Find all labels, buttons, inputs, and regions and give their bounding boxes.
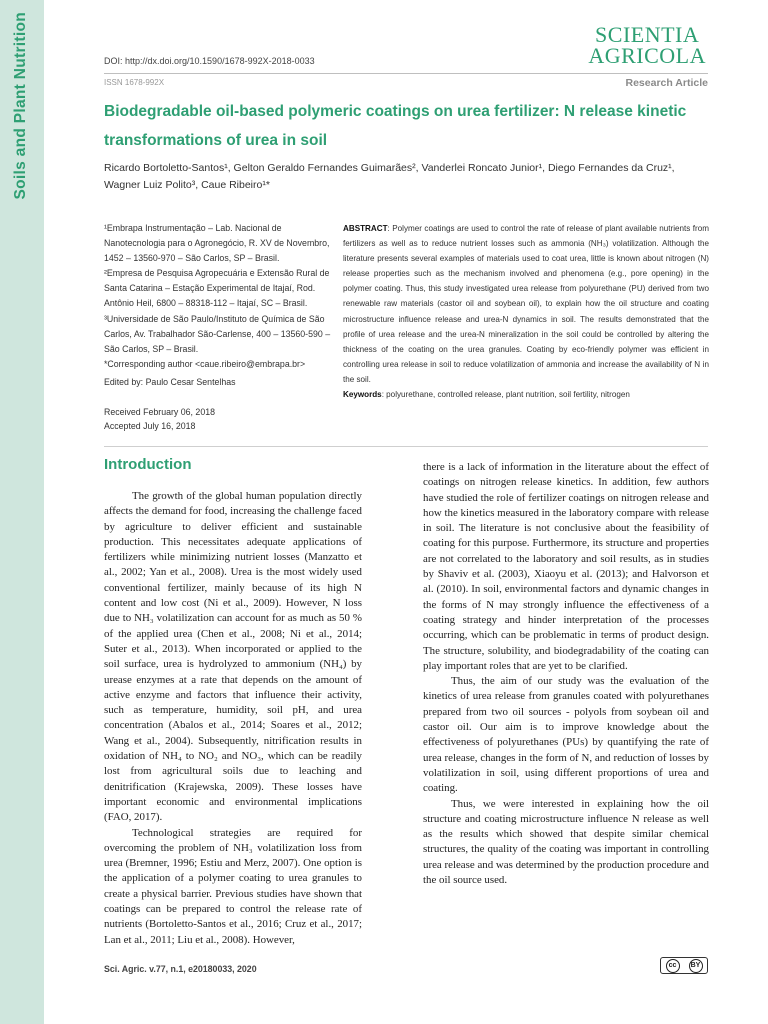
title-line2: transformations of urea in soil [104,132,328,149]
edited-by: Edited by: Paulo Cesar Sentelhas [104,377,236,387]
abstract-label: ABSTRACT [343,224,388,233]
by-icon: BY [689,959,703,973]
paragraph: Thus, the aim of our study was the evaluation of the kinetics of urea release from granules coated with polyurethanes prepared from two oil sources - polyols from soybean oil and castor oil. Our aim is to improve knowledge about the effectiveness of polyurethanes (PUs) by quantifying the rate of urea release, changes in the form of N, and reduction of losses by volatilization in soil, using different proportions of urea and coating. [423,675,709,795]
affiliation-1: ¹Embrapa Instrumentação – Lab. Nacional de Nanotecnologia para o Agronegócio, R. XV de Novembro, 1452 – 13560-970 – São Carlos, SP – Brasil. [104,223,330,264]
body-column-left [104,489,362,948]
logo-line1: SCIENTIA [595,22,700,47]
header-rule [104,73,708,74]
affiliation-2: ²Empresa de Pesquisa Agropecuária e Extensão Rural de Santa Catarina – Estação Experimental de Itajaí, Rod. Antônio Heil, 6800 – 88318-112 – Itajaí, SC – Brasil. [104,268,330,309]
abstract [343,221,709,402]
accepted-date: Accepted July 16, 2018 [104,420,196,431]
authors-line2: Wagner Luiz Polito³, Caue Ribeiro¹* [104,179,270,191]
section-divider [104,446,708,447]
doi-link[interactable]: DOI: http://dx.doi.org/10.1590/1678-992X-2018-0033 [104,56,315,66]
keywords: : polyurethane, controlled release, plant nutrition, soil fertility, nitrogen [381,390,630,400]
article-type: Research Article [625,77,708,89]
citation-footer: Sci. Agric. v.77, n.1, e20180033, 2020 [104,964,257,974]
authors-line1: Ricardo Bortoletto-Santos¹, Gelton Geraldo Fernandes Guimarães², Vanderlei Roncato Junior¹, Diego Fernandes da Cruz¹, [104,162,675,174]
affiliations [104,221,334,372]
journal-logo[interactable] [588,24,706,66]
title-line1: Biodegradable oil-based polymeric coatings on urea fertilizer: N release kinetic [104,103,687,120]
logo-line2: AGRICOLA [588,43,706,68]
section-sidebar [0,0,44,1024]
cc-license-badge[interactable] [660,957,708,974]
received-date: Received February 06, 2018 [104,407,216,417]
paragraph: Technological strategies are required for overcoming the problem of NH₃ volatilization loss from urea (Bremner, 1996; Estiu and Merz, 2007). One option is the application of a polymer coating to urea granules to create a physical barrier. Previous studies have shown that coatings can be prepared to control the release rate of nutrients (Bortoletto-Santos et al., 2016; Cruz et al., 2017; Lan et al., 2011; Liu et al., 2008). However, [104,826,362,946]
dates [104,406,215,433]
intro-heading: Introduction [104,456,192,473]
body-column-right [423,460,709,888]
cc-icon: cc [666,959,680,973]
paragraph: there is a lack of information in the literature about the effect of coatings on nitrogen release kinetics. In addition, few authors have studied the role of fertilizer coatings on nitrogen release and how the kinetics measured in the laboratory compare with release in soil. The literature is not conclusive about the feasibility of coating for this purpose. Furthermore, its structure and properties are not correlated to the laboratory and soil results, as in studies by Shaviv et al. (2003), Xiaoyu et al. (2013); and Halvorson et al. (2010). In soil, environmental factors and dynamic changes in the forms of N may strongly influence the effectiveness of a coating strategy and hinder interpretation of the processes occurring, which can be problematic in terms of product design. The structure, solubility, and biodegradability of the coating can play important roles that are yet to be clarified. [423,461,709,672]
issn: ISSN 1678-992X [104,78,165,87]
affiliation-3: ³Universidade de São Paulo/Instituto de Química de São Carlos, Av. Trabalhador São-Carlense, 400 – 13560-590 – São Carlos, SP – Brasil. [104,313,331,354]
corresponding-author[interactable]: *Corresponding author <caue.ribeiro@embrapa.br> [104,358,306,369]
paragraph: The growth of the global human population directly affects the demand for food, increasing the challenge faced by agriculture to deliver efficient and sustainable production. This necessitates adequate applications of fertilizers while minimizing nutrient losses (Manzatto et al., 2002; Yan et al., 2008). Urea is the most widely used conventional fertilizer, mainly because of its high N content and low cost (Ni et al., 2009). However, N loss due to NH₃ volatilization can account for as much as 50 % of the applied urea (Chen et al., 2008; Ni et al., 2014; Suter et al., 2013). When incorporated or applied to the soil surface, urea is hydrolyzed to ammonium (NH₄) by urease enzymes at a rate that depends on the amount of active enzyme and factors that influence their activity, such as temperature, humidity, soil pH, and urea concentration (Abalos et al., 2014; Soares et al., 2012; Wang et al., 2004). Subsequently, nitrification results in oxidation of NH₄ to NO₂ and NO₃, which can be readily lost from agricultural soils due to leaching and denitrification (Krajewska, 2009). These losses have important economic and environmental implications (FAO, 2017). [104,490,362,824]
section-label: Soils and Plant Nutrition [12,12,29,200]
keywords-label: Keywords [343,390,382,400]
abstract-text: : Polymer coatings are used to control the rate of release of plant available nutrients from fertilizers as well as to reduce nutrient losses such as ammonia (NH₃) volatilization. Although the literature presents several examples of materials used to coat urea, little is known about nitrogen (N) release properties such as the mechanism involved and phenomena (e.g., pore opening) in the polymer coating. Thus, this study investigated urea release from polyurethane (PU) derived from two renewable raw materials (castor oil and soybean oil), to explain how the oil structure and coating microstructure influence release and urea-N dynamics in soil. The results demonstrated that the profile of urea release and the urea-N mineralization in the soil could be controlled by altering the thickness of the coating on the urea granules. Coating by eco-friendly polymer was efficient in controlling urea release in soil to reduce volatilization of ammonia and increase the availability of N in the soil. [343,224,709,384]
article-title [104,97,704,155]
paragraph: Thus, we were interested in explaining how the oil structure and coating microstructure influence N release as well as the results which showed that despite similar chemical structures, the quality of the coating was important in controlling urea release and was determined by the production procedure and the oil source used. [423,797,709,887]
author-list [104,160,714,194]
